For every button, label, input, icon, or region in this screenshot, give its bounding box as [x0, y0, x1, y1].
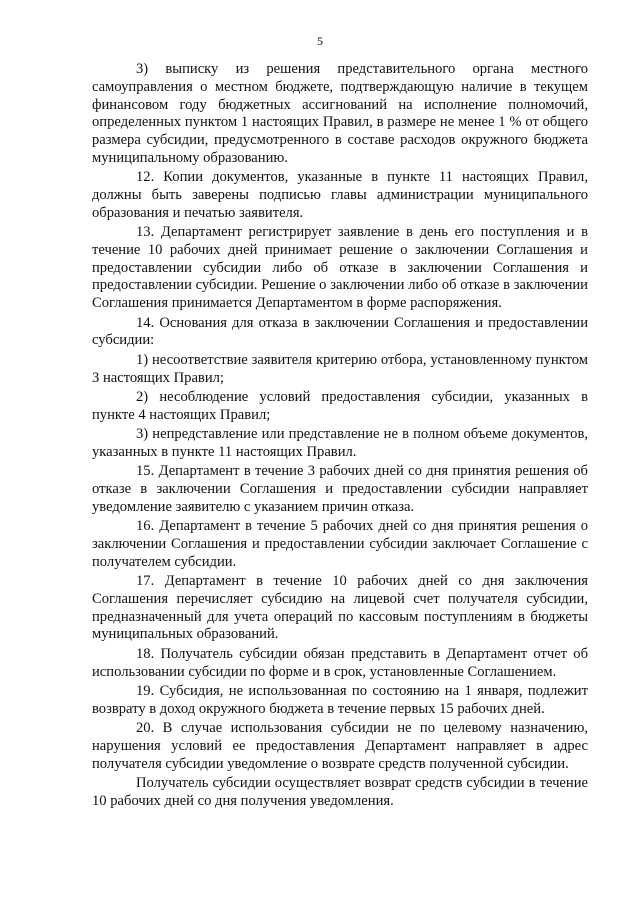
paragraph-12-copies: 12. Копии документов, указанные в пункте 11 настоящих Правил, должны быть заверены подписью главы администрации муниципального образования и печатью заявителя.: [92, 169, 588, 221]
paragraph-3-bank-extract: 3) выписку из решения представительного органа местного самоуправления о местном бюджете, подтверждающую наличие в текущем финансовом году бюджетных ассигнований на исполнение полномочий, определенных пунктом 1 настоящих Правил, в размере не менее 1 % от общего размера субсидии, предусмотренного в составе расходов окружного бюджета муниципальному образованию.: [92, 61, 588, 166]
document-body: [92, 61, 588, 811]
paragraph-13-registration: 13. Департамент регистрирует заявление в день его поступления и в течение 10 рабочих дней принимает решение о заключении Соглашения и предоставлении субсидии либо об отказе в заключении Соглашения и предоставлении субсидии. Решение о заключении либо об отказе в заключении Соглашения принимается Департаментом в форме распоряжения.: [92, 224, 588, 312]
paragraph-17-transfer: 17. Департамент в течение 10 рабочих дней со дня заключения Соглашения перечисляет субсидию на лицевой счет получателя субсидии, предназначенный для учета операций по кассовым поступлениям в бюджеты муниципальных образований.: [92, 573, 588, 643]
paragraph-15-refusal-notice: 15. Департамент в течение 3 рабочих дней со дня принятия решения об отказе в заключении Соглашения и предоставлении субсидии направляет уведомление заявителю с указанием причин отказа.: [92, 463, 588, 515]
paragraph-14-1-criteria: 1) несоответствие заявителя критерию отбора, установленному пунктом 3 настоящих Правил;: [92, 351, 588, 386]
paragraph-14-2-conditions: 2) несоблюдение условий предоставления субсидии, указанных в пункте 4 настоящих Правил;: [92, 388, 588, 423]
paragraph-19-return-unused: 19. Субсидия, не использованная по состоянию на 1 января, подлежит возврату в доход окружного бюджета в течение первых 15 рабочих дней.: [92, 683, 588, 717]
paragraph-14-3-documents: 3) непредставление или представление не в полном объеме документов, указанных в пункте 11 настоящих Правил.: [92, 426, 588, 460]
paragraph-20-misuse: 20. В случае использования субсидии не по целевому назначению, нарушения условий ее предоставления Департамент направляет в адрес получателя субсидии уведомление о возврате средств полученной субсидии.: [92, 720, 588, 772]
paragraph-20-refund-term: Получатель субсидии осуществляет возврат средств субсидии в течение 10 рабочих дней со дня получения уведомления.: [92, 775, 588, 809]
paragraph-16-agreement: 16. Департамент в течение 5 рабочих дней со дня принятия решения о заключении Соглашения и предоставлении субсидии заключает Соглашение с получателем субсидии.: [92, 518, 588, 570]
paragraph-18-report: 18. Получатель субсидии обязан представить в Департамент отчет об использовании субсидии по форме и в срок, установленные Соглашением.: [92, 645, 588, 680]
paragraph-14-refusal-grounds: 14. Основания для отказа в заключении Соглашения и предоставлении субсидии:: [92, 314, 588, 349]
page-number: 5: [317, 34, 323, 48]
